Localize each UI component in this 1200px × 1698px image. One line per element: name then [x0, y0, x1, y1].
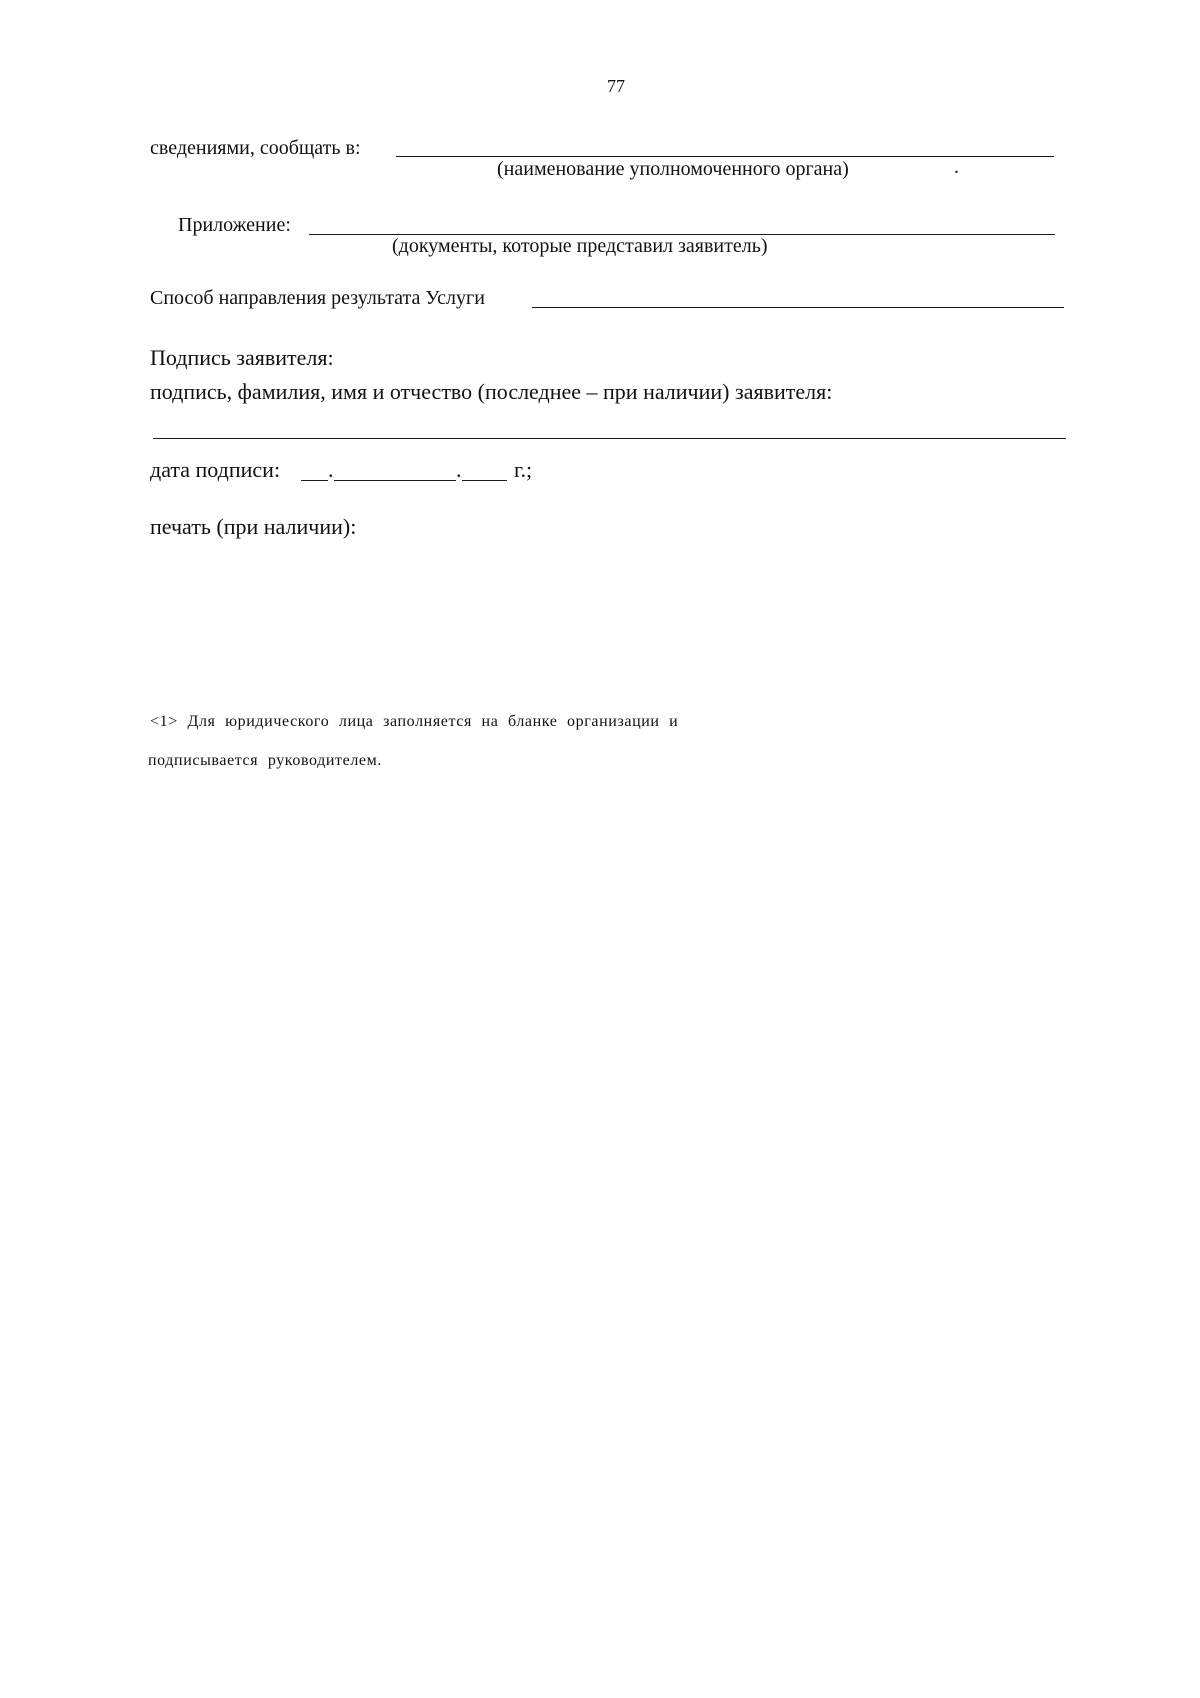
signature-subtitle: подпись, фамилия, имя и отчество (последнее – при наличии) заявителя:: [150, 379, 833, 404]
date-dot-2: .: [456, 457, 462, 482]
footnote-line-1: <1> Для юридического лица заполняется на бланке организации и: [150, 713, 679, 730]
attachment-caption: (документы, которые представил заявитель): [392, 235, 768, 257]
date-dot-1: .: [328, 457, 334, 482]
date-label: дата подписи:: [150, 457, 281, 482]
page-number: 77: [607, 76, 625, 96]
date-day-field[interactable]: [301, 480, 328, 481]
date-month-field[interactable]: [334, 480, 456, 481]
notify-label: сведениями, сообщать в:: [150, 137, 361, 159]
signature-title: Подпись заявителя:: [150, 345, 334, 370]
footnote-line-2: подписывается руководителем.: [148, 752, 382, 769]
date-year-field[interactable]: [462, 480, 507, 481]
delivery-method-field-line[interactable]: [532, 307, 1064, 308]
seal-label: печать (при наличии):: [150, 514, 357, 539]
notify-caption: (наименование уполномоченного органа): [497, 158, 849, 180]
date-year-suffix: г.;: [514, 457, 533, 482]
notify-caption-dot: .: [954, 156, 959, 178]
attachment-label: Приложение:: [178, 214, 291, 236]
signature-field-line[interactable]: [153, 438, 1066, 439]
delivery-method-label: Способ направления результата Услуги: [150, 287, 485, 309]
